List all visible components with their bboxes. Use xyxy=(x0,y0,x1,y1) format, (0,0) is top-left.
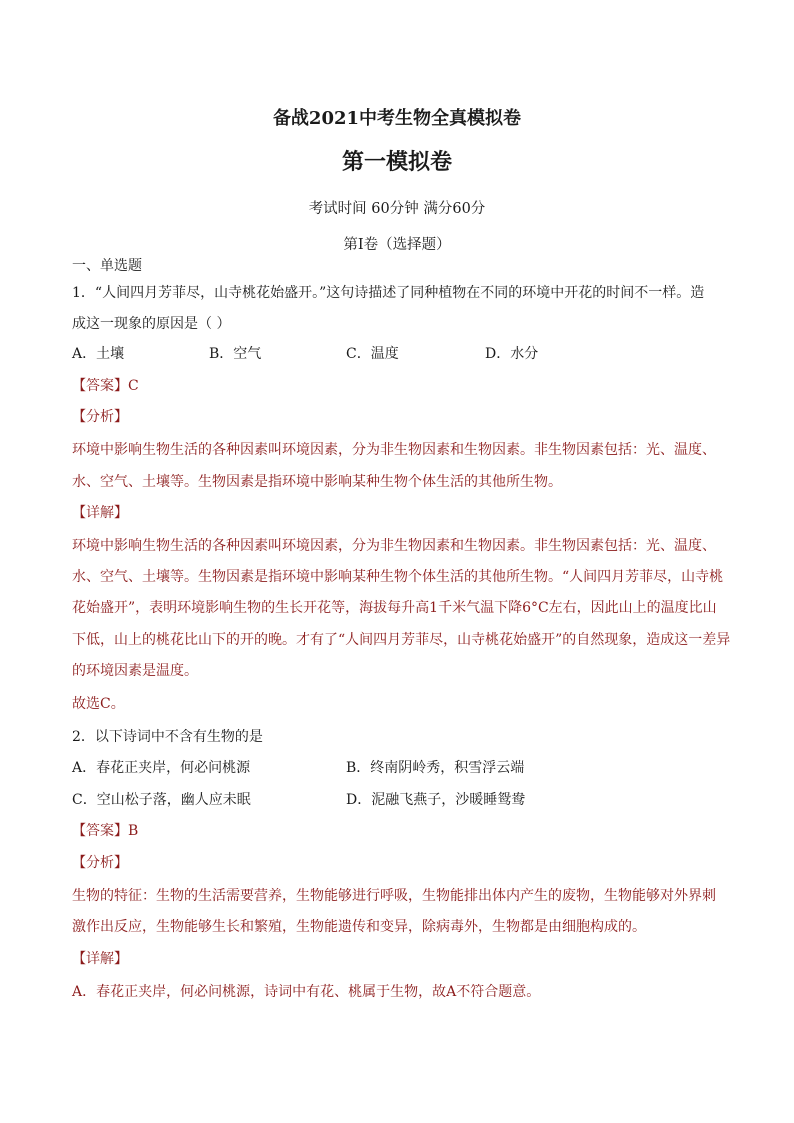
q1-detail-line-1: 环境中影响生物生活的各种因素叫环境因素，分为非生物因素和生物因素。非生物因素包括：光、温度、 xyxy=(72,538,716,554)
exam-info: 考试时间 60分钟 满分60分 xyxy=(308,201,486,217)
q2-analysis-tag: 【分析】 xyxy=(72,855,128,871)
q2-answer-tag: 【答案】 xyxy=(72,823,128,839)
q1-detail-line-3: 花始盛开”，表明环境影响生物的生长开花等，海拔每升高1千米气温下降6°C左右，因此山上的温度比山 xyxy=(72,600,717,616)
q1-detail-line-2: 水、空气、土壤等。生物因素是指环境中影响某种生物个体生活的其他所生物。“人间四月芳菲尽，山寺桃 xyxy=(72,569,724,585)
q2-answer xyxy=(72,821,138,841)
q2-detail-tag: 【详解】 xyxy=(72,951,128,967)
q2-option-b: B．终南阴岭秀，积雪浮云端 xyxy=(346,760,525,776)
q1-answer xyxy=(72,376,139,396)
q1-analysis-line-1: 环境中影响生物生活的各种因素叫环境因素，分为非生物因素和生物因素。非生物因素包括：光、温度、 xyxy=(72,442,716,458)
q1-option-d: D．水分 xyxy=(485,346,539,362)
exam-series-title: 备战2021中考生物全真模拟卷 xyxy=(272,108,522,129)
part-title: 第I卷（选择题） xyxy=(343,237,451,253)
section-title: 一、单选题 xyxy=(72,258,142,274)
q1-conclusion: 故选C。 xyxy=(72,696,125,712)
q1-answer-tag: 【答案】 xyxy=(72,378,128,394)
q2-analysis-line-2: 激作出反应，生物能够生长和繁殖，生物能遗传和变异，除病毒外，生物都是由细胞构成的。 xyxy=(72,919,646,935)
q1-option-b: B．空气 xyxy=(209,346,262,362)
q1-analysis-line-2: 水、空气、土壤等。生物因素是指环境中影响某种生物个体生活的其他所生物。 xyxy=(72,474,562,490)
q2-option-c: C．空山松子落，幽人应未眠 xyxy=(72,792,251,808)
q1-detail-tag: 【详解】 xyxy=(72,505,128,521)
q1-detail-line-4: 下低，山上的桃花比山下的开的晚。才有了“人间四月芳菲尽，山寺桃花始盛开”的自然现象，造成这一差异 xyxy=(72,632,731,648)
q2-option-d: D．泥融飞燕子，沙暖睡鸳鸯 xyxy=(346,792,526,808)
exam-paper-title: 第一模拟卷 xyxy=(341,149,452,175)
q1-stem-line-1: 1．“人间四月芳菲尽，山寺桃花始盛开。”这句诗描述了同种植物在不同的环境中开花的时间不一样。造 xyxy=(72,285,705,301)
q1-analysis-tag: 【分析】 xyxy=(72,409,128,425)
q2-answer-value: B xyxy=(128,823,139,839)
q2-stem: 2．以下诗词中不含有生物的是 xyxy=(72,729,263,745)
q1-option-a: A．土壤 xyxy=(72,346,125,362)
q1-answer-value: C xyxy=(128,378,139,394)
q1-stem-line-2: 成这一现象的原因是（ ） xyxy=(72,316,231,332)
q1-detail-line-5: 的环境因素是温度。 xyxy=(72,663,198,679)
q2-analysis-line-1: 生物的特征：生物的生活需要营养，生物能够进行呼吸，生物能排出体内产生的废物，生物能够对外界刺 xyxy=(72,888,716,904)
q2-detail-line-1: A．春花正夹岸，何必问桃源，诗词中有花、桃属于生物，故A不符合题意。 xyxy=(72,984,541,1000)
q1-option-c: C．温度 xyxy=(346,346,399,362)
q2-option-a: A．春花正夹岸，何必问桃源 xyxy=(72,760,251,776)
